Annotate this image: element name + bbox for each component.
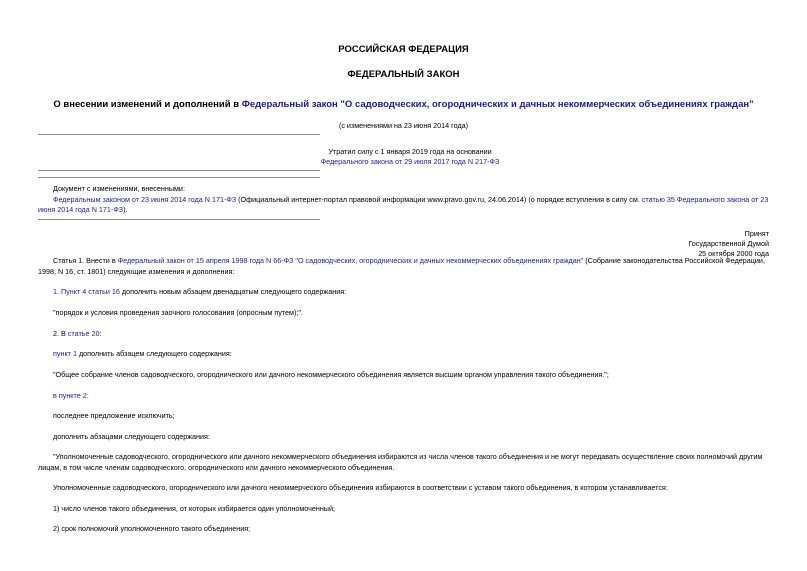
header-country: РОССИЙСКАЯ ФЕДЕРАЦИЯ xyxy=(338,44,469,55)
item-10: 2) срок полномочий уполномоченного такого объединения; xyxy=(53,524,251,533)
article-1: Статья 1. Внести в Федеральный закон от 15 апреля 1998 года N 66-ФЗ "О садоводческих, огороднических и дачных некоммерческих объединениях граждан" (Собрание законодательства Российской Федерации, 1998, N 16, ст. 1801) следующие изменения и дополнения: xyxy=(38,256,765,276)
item-8: Уполномоченные садоводческого, огороднического или дачного некоммерческого объединения избираются в соответствии с уставом такого объединения, в котором устанавливается: xyxy=(53,483,668,492)
separator-rule xyxy=(38,177,320,178)
item-9: 1) число членов такого объединения, от которых избирается один уполномоченный; xyxy=(53,504,335,513)
title-law-link[interactable]: Федеральный закон "О садоводческих, огороднических и дачных некоммерческих объединениях граждан" xyxy=(241,99,754,110)
changes-text: Федеральным законом от 23 июня 2014 года N 171-ФЗ (Официальный интернет-портал правовой информации www.pravo.gov.ru, 24.06.2014) (о порядке вступления в силу см. статью 35 Федерального закона от 23 июня 2014 года N 171-ФЗ). xyxy=(38,194,769,214)
item-6: дополнить абзацами следующего содержания: xyxy=(53,432,210,441)
changes-block xyxy=(38,184,770,216)
item-5: последнее предложение исключить; xyxy=(53,411,175,420)
item-1-link[interactable]: Пункт 4 статьи 16 xyxy=(61,287,120,296)
point-2-link[interactable]: пункте 2 xyxy=(58,391,87,400)
law-66-fz-link[interactable]: Федеральный закон от 15 апреля 1998 года N 66-ФЗ "О садоводческих, огороднических и дачных некоммерческих объединениях граждан" xyxy=(117,256,584,265)
article-35-link[interactable]: статью 35 Федерального закона от 23 июня 2014 года N 171-ФЗ xyxy=(38,194,769,214)
document-title xyxy=(0,99,807,110)
changes-label: Документ с изменениями, внесенными: xyxy=(53,184,185,193)
item-2: 2. В статье 20: xyxy=(53,329,102,338)
expiry-line: Утратил силу с 1 января 2019 года на основании xyxy=(328,147,492,156)
article-20-link[interactable]: статье 20 xyxy=(67,329,100,338)
adoption-note: Принят Государственной Думой 25 октября 2000 года xyxy=(688,229,769,258)
item-1: 1. Пункт 4 статьи 16 дополнить новым абзацем двенадцатым следующего содержания: xyxy=(53,287,347,296)
point-1-link[interactable]: пункт 1 xyxy=(53,349,77,358)
item-4: в пункте 2: xyxy=(53,391,89,400)
item-7: "Уполномоченные садоводческого, огороднического или дачного некоммерческого объединения избираются из числа членов такого объединения и не могут передавать осуществление своих полномочий другим лицам, в том числе членам садоводческого, огороднического или дачного некоммерческого объединения. xyxy=(38,452,763,472)
item-3: пункт 1 дополнить абзацем следующего содержания: xyxy=(53,349,232,358)
law-type: ФЕДЕРАЛЬНЫЙ ЗАКОН xyxy=(347,69,460,80)
separator-rule xyxy=(38,170,320,171)
title-prefix: О внесении изменений и дополнений в xyxy=(53,99,242,110)
expiry-law-link[interactable]: Федерального закона от 29 июля 2017 года N 217-ФЗ xyxy=(320,157,500,166)
expiry-note xyxy=(300,147,520,167)
revision-note: (с изменениями на 23 июня 2014 года) xyxy=(338,121,469,130)
amending-law-link[interactable]: Федеральным законом от 23 июня 2014 года N 171-ФЗ xyxy=(53,194,237,204)
item-3-quote: "Общее собрание членов садоводческого, огороднического или дачного некоммерческого объединения является высшим органом управления такого объединения."; xyxy=(53,370,609,379)
separator-rule xyxy=(38,134,320,135)
item-1-quote: "порядок и условия проведения заочного голосования (опросным путем);". xyxy=(53,308,303,317)
separator-rule xyxy=(38,219,320,220)
